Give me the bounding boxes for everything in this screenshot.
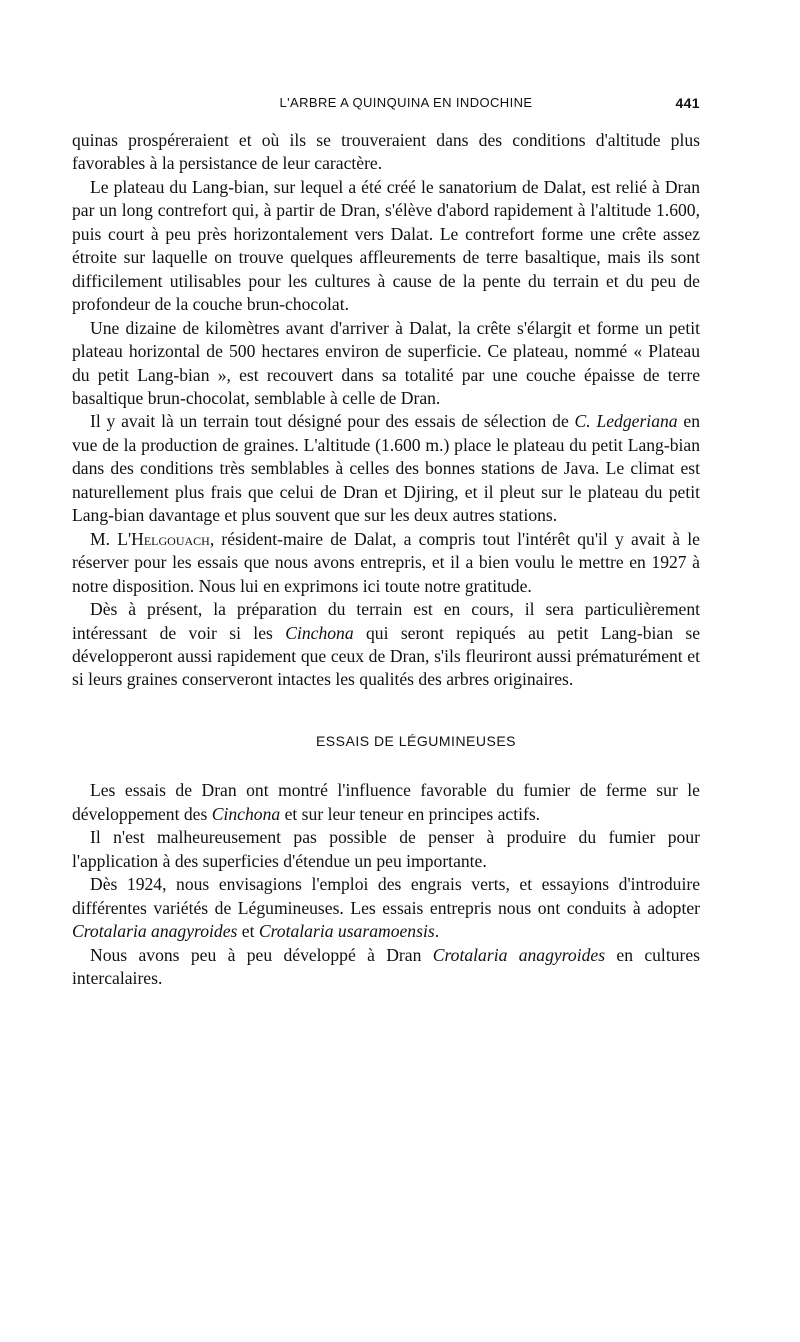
paragraph-7-genus: Cinchona [211,803,281,824]
paragraph-7 [72,779,700,826]
paragraph-10 [72,944,700,991]
paragraph-4-species: C. Ledgeriana [574,411,678,432]
paragraph-2: Le plateau du Lang-bian, sur lequel a été créé le sanatorium de Dalat, est relié à Dran par un long contrefort qui, à partir de Dran, s'élève d'abord rapidement à l'altitude 1.600, puis court à peu près horizontalement vers Dalat. Le contrefort forme une crête assez étroite sur laquelle on trouve quelques affleurements de terre basaltique, mais ils sont difficilement utilisables pour les cultures à cause de la pente du terrain et du peu de profondeur de la couche brun-chocolat. [72,176,700,315]
body-text [72,129,700,990]
paragraph-5-text: , résident-maire de Dalat, a compris tout l'intérêt qu'il y avait à le réserver pour les essais que nous avons entrepris, et il a bien voulu le mettre en 1927 à notre disposition. Nous lui en exprimons ici toute notre gratitude. [72,528,700,596]
page-number: 441 [675,95,700,111]
paragraph-9-text-a: Dès 1924, nous envisagions l'emploi des engrais verts, et essayions d'introduire différentes variétés de Légumineuses. Les essais entrepris nous ont conduits à adopter [72,874,700,918]
running-head [72,95,700,121]
paragraph-6-text-a: Dès à présent, la préparation du terrain est en cours, il sera particulièrement intéressant de voir si les [72,599,700,643]
paragraph-6-genus: Cinchona [285,622,354,643]
paragraph-4 [72,410,700,527]
page [72,95,700,990]
paragraph-5-prefix: M. [90,528,111,549]
paragraph-9-species-2: Crotalaria usaramoensis [258,921,435,942]
paragraph-10-text-b: en cultures intercalaires. [72,944,701,988]
paragraph-4-text-a: Il y avait là un terrain tout désigné pour des essais de sélection de [90,411,569,432]
paragraph-4-text-b: en vue de la production de graines. L'altitude (1.600 m.) place le plateau du petit Lang-bian dans des conditions très semblables à celles des bonnes stations de Java. Le climat est naturellement plus frais que celui de Dran et Djiring, et il pleut sur le plateau du petit Lang-bian davantage et plus souvent que sur les deux autres stations. [72,411,700,526]
paragraph-7-text-a: Les essais de Dran ont montré l'influence favorable du fumier de ferme sur le développement des [72,780,700,824]
paragraph-10-text-a: Nous avons peu à peu développé à Dran [90,944,422,965]
paragraph-5-person-name: L'Helgouach [117,528,210,549]
paragraph-9-text-b: et [241,921,255,942]
paragraph-10-species: Crotalaria anagyroides [432,944,606,965]
paragraph-1: quinas prospéreraient et où ils se trouveraient dans des conditions d'altitude plus favorables à la persistance de leur caractère. [72,130,700,174]
paragraph-9-species-1: Crotalaria anagyroides [72,921,238,942]
paragraph-7-text-b: et sur leur teneur en principes actifs. [284,803,541,824]
paragraph-8: Il n'est malheureusement pas possible de penser à produire du fumier pour l'application à des superficies d'étendue un peu importante. [72,827,700,871]
paragraph-3: Une dizaine de kilomètres avant d'arriver à Dalat, la crête s'élargit et forme un petit plateau horizontal de 500 hectares environ de superficie. Ce plateau, nommé « Plateau du petit Lang-bian », est recouvert dans sa totalité par une couche épaisse de terre basaltique brun-chocolat, semblable à celle de Dran. [72,317,700,408]
paragraph-6-text-b: qui seront repiqués au petit Lang-bian se développeront aussi rapidement que ceux de Dran, s'ils fleuriront aussi prématurément et si leurs graines conserveront intactes les qualités des arbres originaires. [72,622,700,690]
section-heading: ESSAIS DE LÉGUMINEUSES [315,732,517,749]
paragraph-5 [72,528,700,598]
paragraph-9-text-c: . [434,921,440,942]
paragraph-6 [72,598,700,692]
running-title: L'ARBRE A QUINQUINA EN INDOCHINE [279,95,533,110]
paragraph-9 [72,873,700,943]
